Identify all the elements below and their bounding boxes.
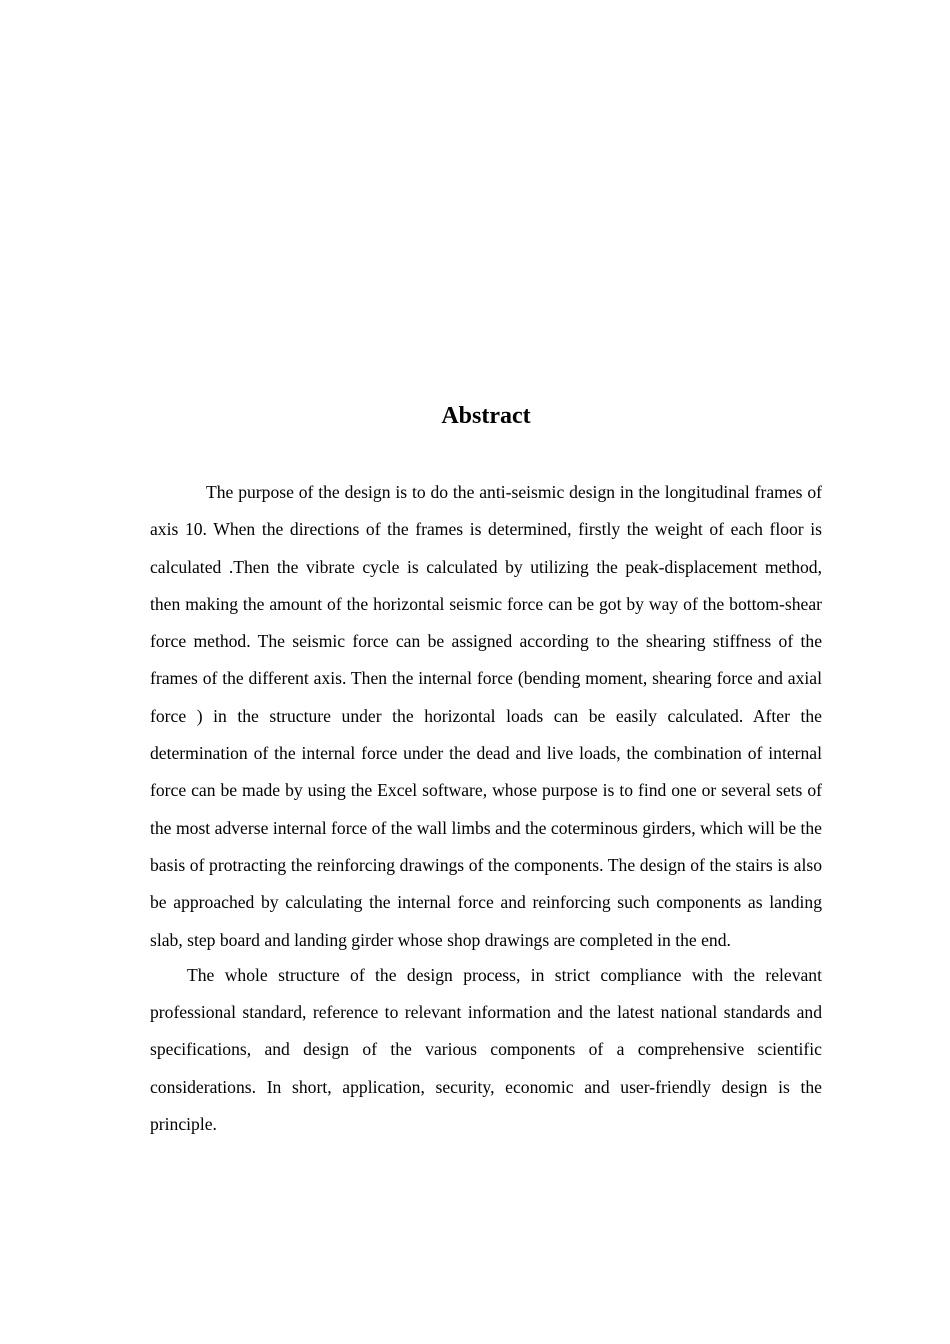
abstract-body <box>150 474 822 1143</box>
page-title: Abstract <box>441 403 531 429</box>
abstract-paragraph-2: The whole structure of the design process, in strict compliance with the relevant professional standard, reference to relevant information and the latest national standards and specifications, and design of the various components of a comprehensive scientific considerations. In short, application, security, economic and user-friendly design is the principle. <box>150 964 822 1135</box>
abstract-paragraph-1: The purpose of the design is to do the anti-seismic design in the longitudinal frames of axis 10. When the directions of the frames is determined, firstly the weight of each floor is calculated .Then the vibrate cycle is calculated by utilizing the peak-displacement method, then making the amount of the horizontal seismic force can be got by way of the bottom-shear force method. The seismic force can be assigned according to the shearing stiffness of the frames of the different axis. Then the internal force (bending moment, shearing force and axial force ) in the structure under the horizontal loads can be easily calculated. After the determination of the internal force under the dead and live loads, the combination of internal force can be made by using the Excel software, whose purpose is to find one or several sets of the most adverse internal force of the wall limbs and the coterminous girders, which will be the basis of protracting the reinforcing drawings of the components. The design of the stairs is also be approached by calculating the internal force and reinforcing such components as landing slab, step board and landing girder whose shop drawings are completed in the end. <box>150 482 822 950</box>
